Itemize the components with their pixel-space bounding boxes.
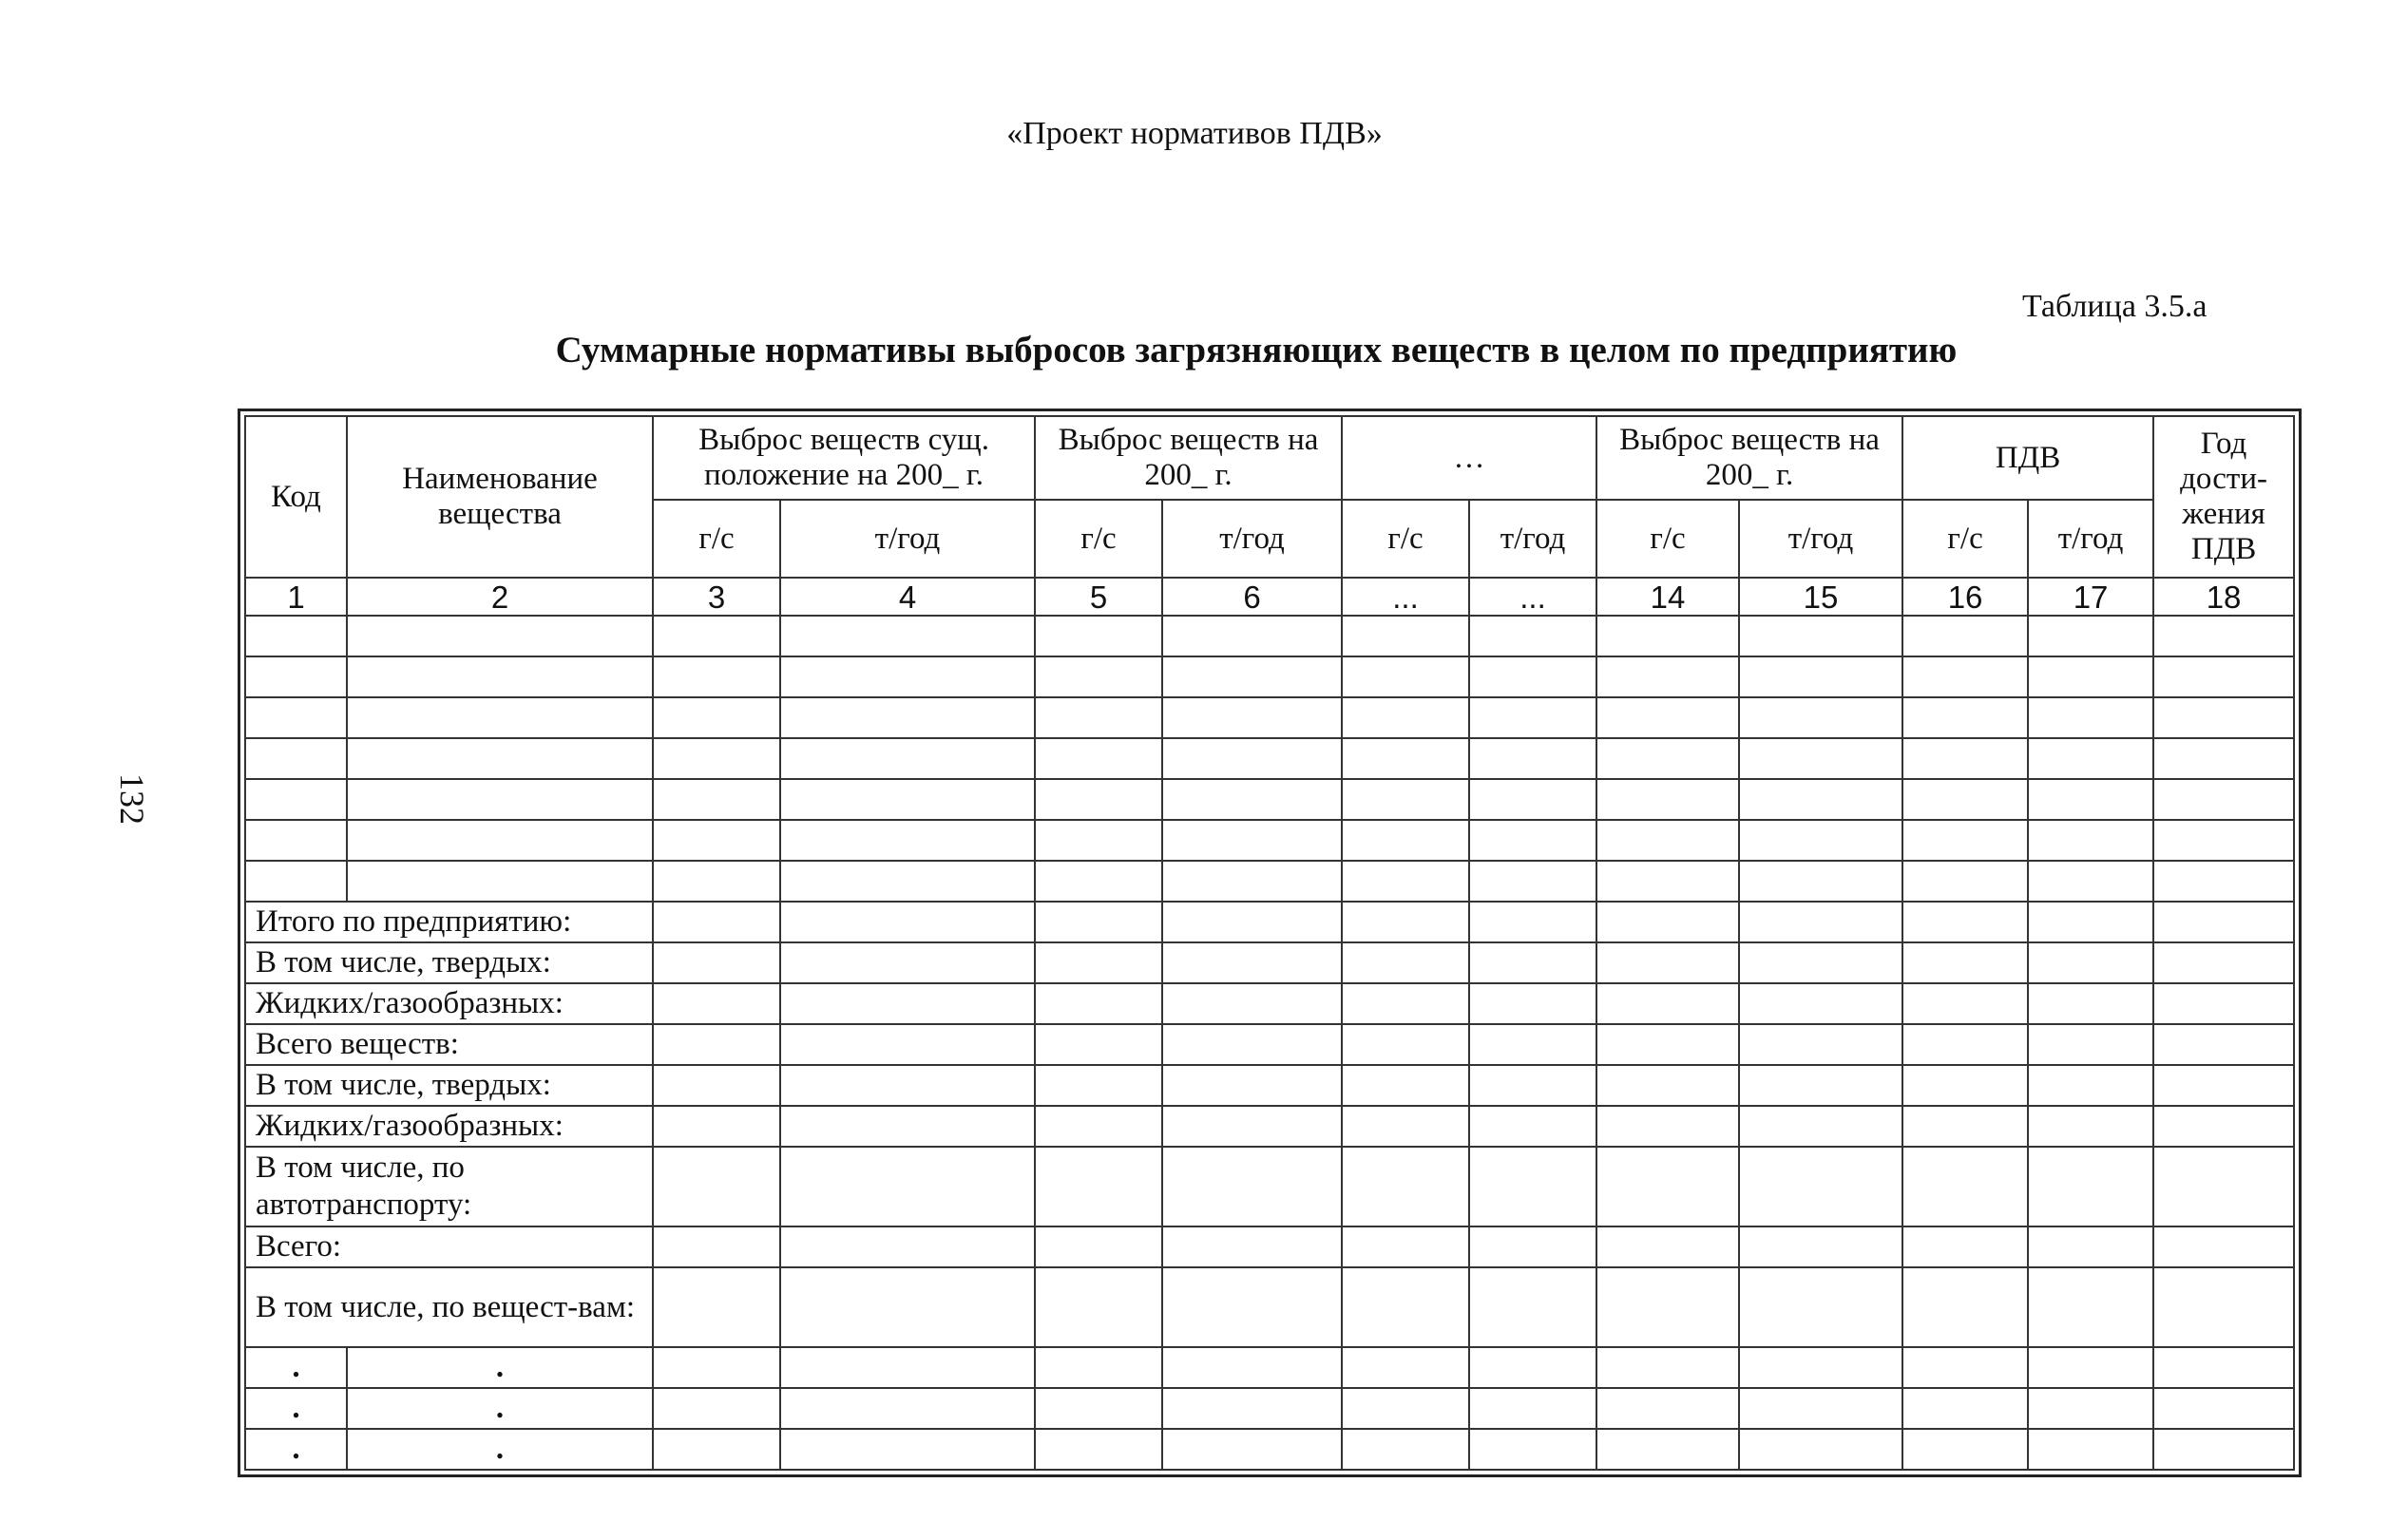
norms-table bbox=[244, 415, 2295, 1471]
table-row bbox=[245, 656, 2294, 697]
unit-cell: т/год bbox=[2028, 500, 2153, 578]
header-year-reached: Год дости-жения ПДВ bbox=[2153, 416, 2294, 578]
page-number: 132 bbox=[113, 773, 151, 825]
dot-marker: . bbox=[245, 1347, 347, 1388]
summary-row-all-substances bbox=[245, 1024, 2294, 1065]
summary-row-liquids bbox=[245, 983, 2294, 1024]
header-substance-name: Наименование вещества bbox=[347, 416, 653, 578]
summary-label: Всего: bbox=[245, 1226, 653, 1267]
table-row bbox=[245, 861, 2294, 902]
table-row bbox=[245, 697, 2294, 738]
dot-marker: . bbox=[347, 1347, 653, 1388]
summary-label: В том числе, твердых: bbox=[245, 1065, 653, 1106]
header-emission-year1: Выброс веществ на 200_ г. bbox=[1035, 416, 1342, 500]
summary-label: Всего веществ: bbox=[245, 1024, 653, 1065]
header-row-groups bbox=[245, 416, 2294, 500]
table-row-placeholder bbox=[245, 1429, 2294, 1470]
column-number: ... bbox=[1469, 578, 1596, 616]
summary-row-transport-total bbox=[245, 1226, 2294, 1267]
column-number: 17 bbox=[2028, 578, 2153, 616]
page-title: Суммарные нормативы выбросов загрязняющих веществ в целом по предприятию bbox=[555, 330, 1958, 371]
header-pdv: ПДВ bbox=[1902, 416, 2153, 500]
unit-cell: т/год bbox=[1162, 500, 1342, 578]
summary-label: В том числе, твердых: bbox=[245, 942, 653, 983]
column-number: 5 bbox=[1035, 578, 1162, 616]
column-number: 2 bbox=[347, 578, 653, 616]
unit-cell: г/с bbox=[1342, 500, 1469, 578]
dot-marker: . bbox=[347, 1388, 653, 1429]
column-number: 3 bbox=[653, 578, 780, 616]
summary-label: Жидких/газообразных: bbox=[245, 1106, 653, 1147]
unit-cell: т/год bbox=[1469, 500, 1596, 578]
unit-cell: т/год bbox=[780, 500, 1035, 578]
unit-cell: г/с bbox=[1902, 500, 2028, 578]
header-emission-year2: Выброс веществ на 200_ г. bbox=[1596, 416, 1902, 500]
summary-row-solids bbox=[245, 942, 2294, 983]
table-row bbox=[245, 779, 2294, 820]
dot-marker: . bbox=[347, 1429, 653, 1470]
summary-label: Итого по предприятию: bbox=[245, 902, 653, 942]
summary-row-solids bbox=[245, 1065, 2294, 1106]
column-number: 16 bbox=[1902, 578, 2028, 616]
column-number: ... bbox=[1342, 578, 1469, 616]
summary-row-enterprise-total bbox=[245, 902, 2294, 942]
column-number: 18 bbox=[2153, 578, 2294, 616]
summary-row-liquids bbox=[245, 1106, 2294, 1147]
dot-marker: . bbox=[245, 1388, 347, 1429]
column-number: 15 bbox=[1739, 578, 1902, 616]
summary-label: В том числе, по вещест-вам: bbox=[245, 1267, 653, 1347]
unit-cell: г/с bbox=[653, 500, 780, 578]
column-number: 6 bbox=[1162, 578, 1342, 616]
unit-cell: г/с bbox=[1035, 500, 1162, 578]
norms-table-frame bbox=[238, 409, 2302, 1477]
header-code: Код bbox=[245, 416, 347, 578]
table-row-placeholder bbox=[245, 1347, 2294, 1388]
table-label: Таблица 3.5.а bbox=[2022, 289, 2207, 324]
table-row-placeholder bbox=[245, 1388, 2294, 1429]
column-number: 1 bbox=[245, 578, 347, 616]
summary-row-transport bbox=[245, 1147, 2294, 1226]
summary-label: В том числе, по автотранспорту: bbox=[245, 1147, 653, 1226]
document-header: «Проект нормативов ПДВ» bbox=[1006, 116, 1383, 151]
table-row bbox=[245, 738, 2294, 779]
summary-label: Жидких/газообразных: bbox=[245, 983, 653, 1024]
header-ellipsis: … bbox=[1342, 416, 1596, 500]
unit-cell: т/год bbox=[1739, 500, 1902, 578]
unit-cell: г/с bbox=[1596, 500, 1739, 578]
summary-row-by-substance bbox=[245, 1267, 2294, 1347]
column-number: 4 bbox=[780, 578, 1035, 616]
table-row bbox=[245, 820, 2294, 861]
column-number: 14 bbox=[1596, 578, 1739, 616]
table-row bbox=[245, 616, 2294, 656]
header-current-emission: Выброс веществ сущ. положение на 200_ г. bbox=[653, 416, 1035, 500]
dot-marker: . bbox=[245, 1429, 347, 1470]
column-number-row bbox=[245, 578, 2294, 616]
